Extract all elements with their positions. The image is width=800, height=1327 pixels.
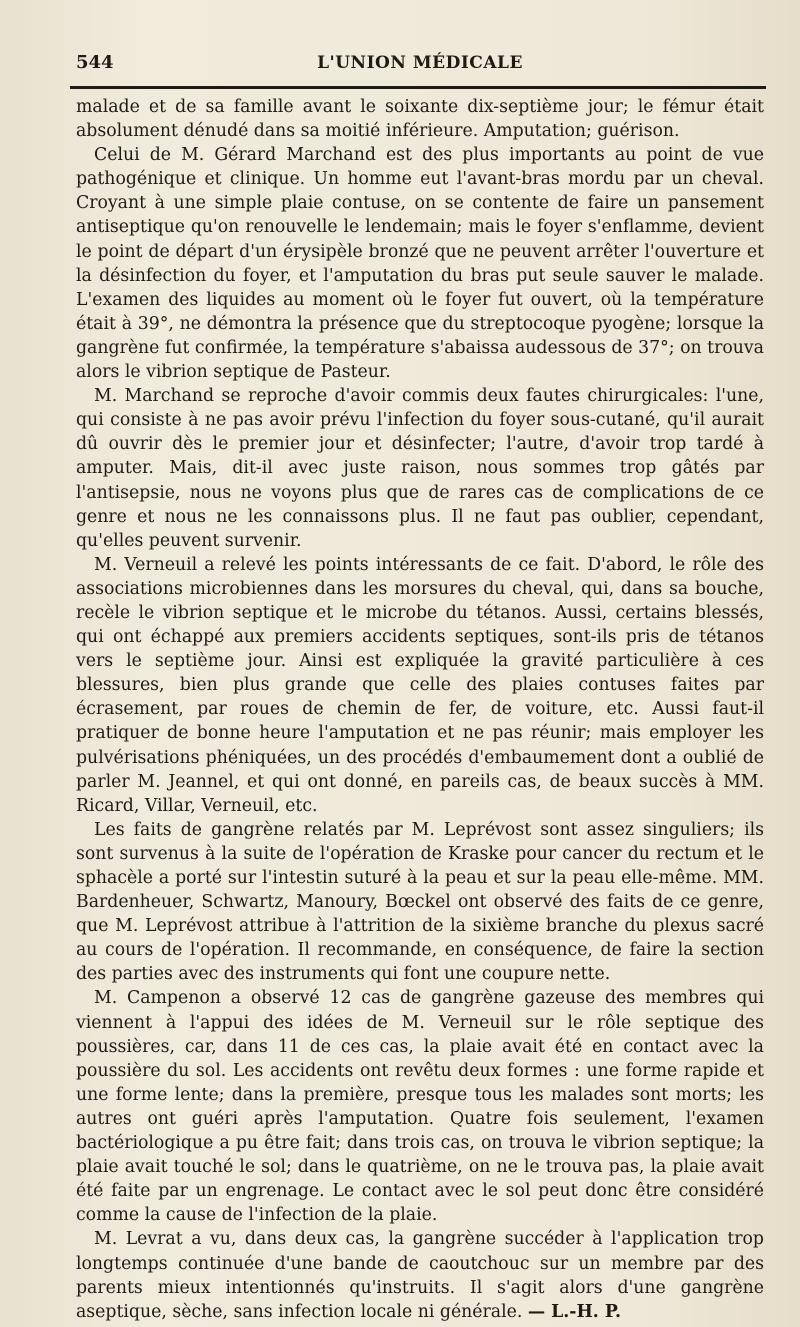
paragraph-text: M. Levrat a vu, dans deux cas, la gangrène succéder à l'application trop longtemps continuée d'une bande de caoutchouc sur un membre par des parents mieux intentionnés qu'instruits. Il s'agit alors d'une gangrène aseptique, sèche, sans infection locale ni générale. bbox=[76, 1229, 764, 1322]
paragraph: Celui de M. Gérard Marchand est des plus importants au point de vue pathogénique et clinique. Un homme eut l'avant-bras mordu par un cheval. Croyant à une simple plaie contuse, on se contente de faire un pansement antiseptique qu'on renouvelle le lendemain; mais le foyer s'enflamme, devient le point de départ d'un érysipèle bronzé que ne peuvent arrêter l'ouverture et la désinfection du foyer, et l'amputation du bras put seule sauver le malade. L'examen des liquides au moment où le foyer fut ouvert, où la température était à 39°, ne démontra la présence que du streptocoque pyogène; lorsque la gangrène fut confirmée, la température s'abaissa audessous de 37°; on trouva alors le vibrion septique de Pasteur. bbox=[76, 145, 764, 383]
paragraph: M. Campenon a observé 12 cas de gangrène gazeuse des membres qui viennent à l'appui des idées de M. Verneuil sur le rôle septique des poussières, car, dans 11 de ces cas, la plaie avait été en contact avec la poussière du sol. Les accidents ont revêtu deux formes : une forme rapide et une forme lente; dans la première, presque tous les malades sont morts; les autres ont guéri après l'amputation. Quatre fois seulement, l'examen bactériologique a pu être fait; dans trois cas, on trouva le vibrion septique; la plaie avait touché le sol; dans le quatrième, on ne le trouva pas, la plaie avait été faite par un engrenage. Le contact avec le sol peut donc être considéré comme la cause de l'infection de la plaie. bbox=[76, 988, 764, 1226]
paragraph: M. Marchand se reproche d'avoir commis deux fautes chirurgicales: l'une, qui consiste à ne pas avoir prévu l'infection du foyer sous-cutané, qu'il aurait dû ouvrir dès le premier jour et désinfecter; l'autre, d'avoir trop tardé à amputer. Mais, dit-il avec juste raison, nous sommes trop gâtés par l'antisepsie, nous ne voyons plus que de rares cas de complications de ce genre et nous ne les connaissons plus. Il ne faut pas oublier, cependant, qu'elles peuvent survenir. bbox=[76, 386, 764, 551]
author-signature: — L.-H. P. bbox=[527, 1301, 621, 1322]
paragraph: M. Verneuil a relevé les points intéressants de ce fait. D'abord, le rôle des associations microbiennes dans les morsures du cheval, qui, dans sa bouche, recèle le vibrion septique et le microbe du tétanos. Aussi, certains blessés, qui ont échappé aux premiers accidents septiques, sont-ils pris de tétanos vers le septième jour. Ainsi est expliquée la gravité particulière à ces blessures, bien plus grande que celle des plaies contuses faites par écrasement, par roues de chemin de fer, de voiture, etc. Aussi faut-il pratiquer de bonne heure l'amputation et ne pas réunir; mais employer les pulvérisations phéniquées, un des procédés d'embaumement dont a oublié de parler M. Jeannel, et qui ont donné, en pareils cas, de beaux succès à MM. Ricard, Villar, Verneuil, etc. bbox=[76, 554, 764, 816]
article-body bbox=[76, 95, 764, 1324]
page-number: 544 bbox=[76, 52, 114, 73]
journal-title: L'UNION MÉDICALE bbox=[317, 53, 523, 73]
header-rule bbox=[70, 86, 766, 89]
final-paragraph bbox=[76, 1227, 764, 1323]
paragraph: Les faits de gangrène relatés par M. Leprévost sont assez singuliers; ils sont survenus à la suite de l'opération de Kraske pour cancer du rectum et le sphacèle a porté sur l'intestin suturé à la peau et sur la peau elle-même. MM. Bardenheuer, Schwartz, Manoury, Bœckel ont observé des faits de ce genre, que M. Leprévost attribue à l'attrition de la sixième branche du plexus sacré au cours de l'opération. Il recommande, en conséquence, de faire la section des parties avec des instruments qui font une coupure nette. bbox=[76, 819, 764, 985]
running-head bbox=[76, 52, 764, 86]
paragraph: malade et de sa famille avant le soixante dix-septième jour; le fémur était absolument dénudé dans sa moitié inférieure. Amputation; guérison. bbox=[76, 97, 764, 142]
